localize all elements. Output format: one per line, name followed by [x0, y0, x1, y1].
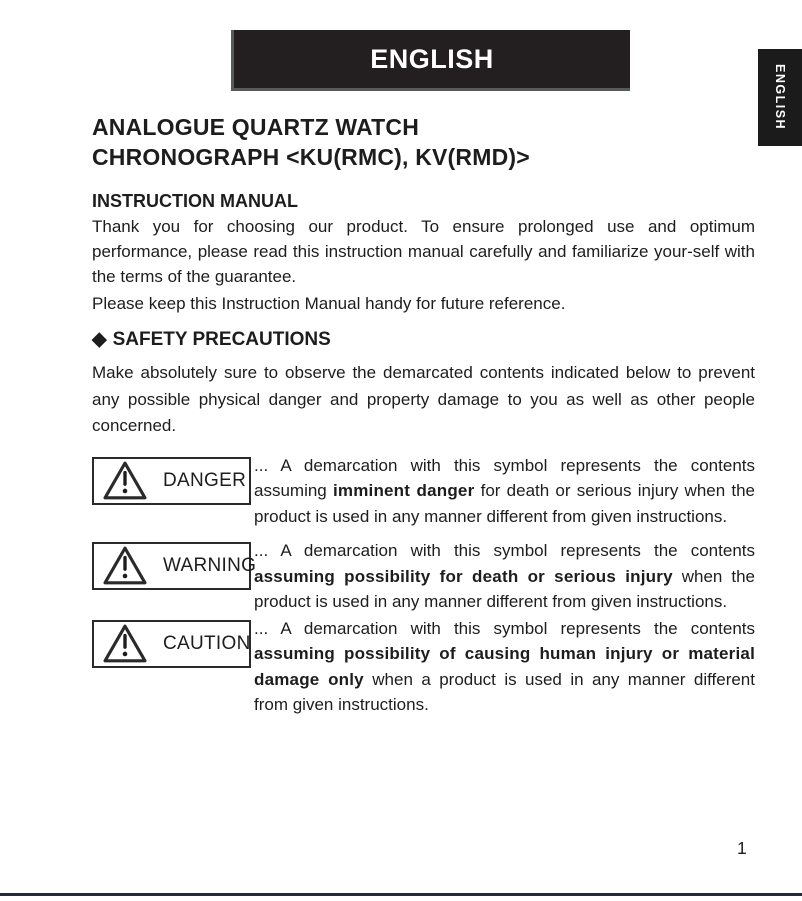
instruction-manual-heading: INSTRUCTION MANUAL — [92, 191, 298, 211]
language-banner-label: ENGLISH — [370, 43, 494, 74]
caution-text-prefix: ... A demarcation with this symbol represents the contents — [254, 618, 755, 638]
danger-row — [92, 453, 755, 530]
caution-description — [254, 616, 755, 718]
language-side-tab-label: ENGLISH — [773, 64, 787, 131]
warning-triangle-icon — [99, 623, 151, 665]
warning-text-bold: assuming possibility for death or serious injury — [254, 566, 673, 586]
safety-precautions-heading — [92, 328, 755, 352]
warning-label: WARNING — [163, 555, 257, 576]
warning-row — [92, 538, 755, 615]
page-title — [92, 112, 755, 172]
danger-text-bold: imminent danger — [332, 481, 475, 500]
warning-triangle-icon — [99, 460, 151, 502]
safety-intro-paragraph: Make absolutely sure to observe the demarcated contents indicated below to prevent any possible physical danger and property damage to you as well as other people concerned. — [92, 363, 755, 435]
bottom-rule — [0, 893, 802, 896]
page-number: 1 — [737, 838, 747, 858]
language-banner — [231, 30, 630, 91]
caution-row — [92, 616, 755, 718]
warning-description — [254, 538, 755, 615]
caution-sign-box — [92, 620, 251, 668]
page-content — [92, 112, 755, 718]
danger-text-prefix: ... A demarcation with this symbol represents the contents assuming — [254, 455, 755, 500]
warning-text-suffix: when the product is used in any manner different from given instructions. — [254, 566, 755, 611]
danger-label: DANGER — [163, 469, 247, 491]
caution-label: CAUTION — [163, 632, 251, 654]
warning-text-prefix: ... A demarcation with this symbol represents the contents — [254, 541, 755, 560]
safety-precautions-heading-text: SAFETY PRECAUTIONS — [112, 329, 331, 350]
page-title-line2: CHRONOGRAPH <KU(RMC), KV(RMD)> — [92, 144, 530, 170]
caution-text-suffix: when a product is used in any manner different from given instructions. — [254, 669, 755, 714]
intro-paragraph: Thank you for choosing our product. To ensure prolonged use and optimum performance, please read this instruction manual carefully and familiarize your-self with the terms of the guarantee. — [92, 217, 755, 286]
danger-description — [254, 453, 755, 530]
warning-sign-box — [92, 542, 257, 590]
caution-text-bold: assuming possibility of causing human injury or material damage only — [254, 644, 755, 689]
page-title-line1: ANALOGUE QUARTZ WATCH — [92, 114, 420, 140]
warning-triangle-icon — [99, 545, 151, 587]
language-side-tab — [758, 49, 802, 146]
danger-text-suffix: for death or serious injury when the product is used in any manner different from given instructions. — [254, 481, 756, 526]
diamond-bullet-icon: ◆ — [92, 329, 107, 350]
danger-sign-box — [92, 457, 251, 505]
keep-handy-note: Please keep this Instruction Manual handy for future reference. — [92, 294, 566, 313]
